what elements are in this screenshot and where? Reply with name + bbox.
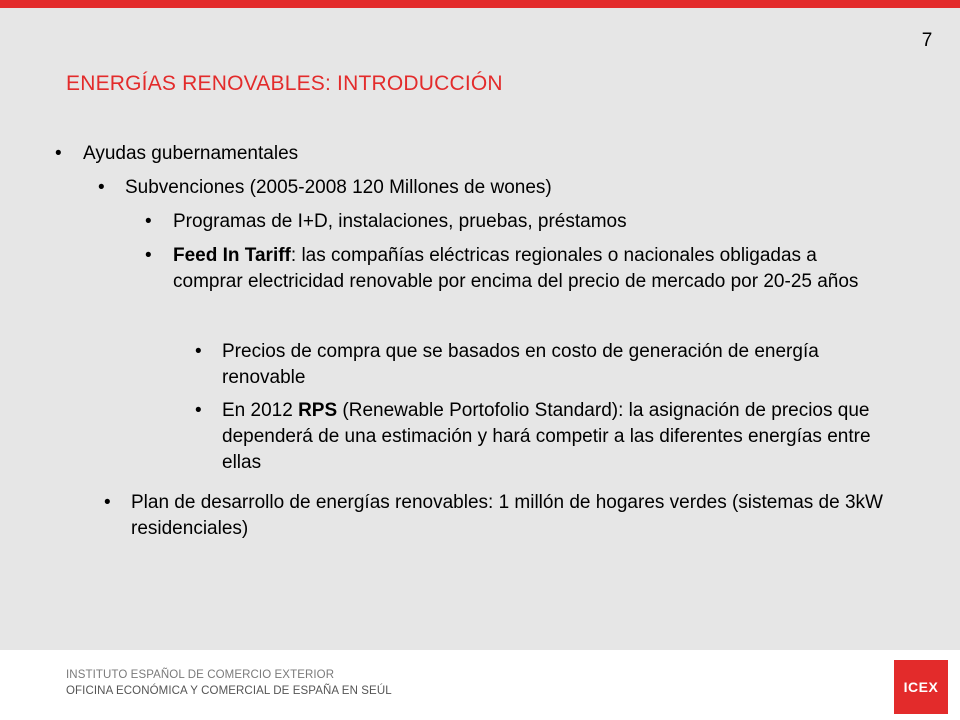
bullet-item [195, 339, 902, 391]
footer-institute-name: INSTITUTO ESPAÑOL DE COMERCIO EXTERIOR [66, 669, 335, 681]
slide-content [0, 8, 960, 650]
bullet-text: Ayudas gubernamentales [83, 143, 299, 164]
bullet-text: Plan de desarrollo de energías renovables: 1 millón de hogares verdes (sistemas de 3kW residenciales) [131, 492, 883, 539]
footer-office-name: OFICINA ECONÓMICA Y COMERCIAL DE ESPAÑA EN SEÚL [66, 685, 392, 697]
bullet-item [145, 209, 873, 235]
slide-title: ENERGÍAS RENOVABLES: INTRODUCCIÓN [66, 72, 503, 95]
bullet-item [145, 243, 873, 295]
page-number: 7 [921, 30, 933, 51]
bullet-text-rest: (Renewable Portofolio Standard): la asignación de precios que dependerá de una estimación y hará competir a las diferentes energías entre ellas [222, 400, 871, 473]
bullet-text [173, 243, 873, 295]
bullet-icon: • [195, 341, 202, 362]
bullet-item [195, 398, 902, 476]
bullet-bold-term: Feed In Tariff [173, 245, 291, 266]
bullet-text [222, 398, 902, 476]
bullet-icon: • [145, 211, 152, 232]
bullet-item [98, 175, 552, 201]
bullet-icon: • [104, 492, 111, 513]
bullet-item [55, 141, 298, 167]
bullet-icon: • [195, 400, 202, 421]
footer [0, 650, 960, 720]
bullet-text: Precios de compra que se basados en costo de generación de energía renovable [222, 341, 819, 388]
bullet-icon: • [55, 143, 62, 164]
bullet-icon: • [145, 245, 152, 266]
bullet-text: Programas de I+D, instalaciones, pruebas, préstamos [173, 211, 627, 232]
bullet-text: Subvenciones (2005-2008 120 Millones de wones) [125, 177, 552, 198]
bullet-text-rest: : las compañías eléctricas regionales o nacionales obligadas a comprar electricidad renovable por encima del precio de mercado por 20-25 años [173, 245, 859, 292]
bullet-text-pre: En 2012 [222, 400, 299, 421]
bullet-icon: • [98, 177, 105, 198]
bullet-bold-term: RPS [298, 400, 338, 421]
icex-logo: ICEX [894, 660, 948, 714]
bullet-item [104, 490, 901, 542]
top-accent-bar [0, 0, 960, 8]
